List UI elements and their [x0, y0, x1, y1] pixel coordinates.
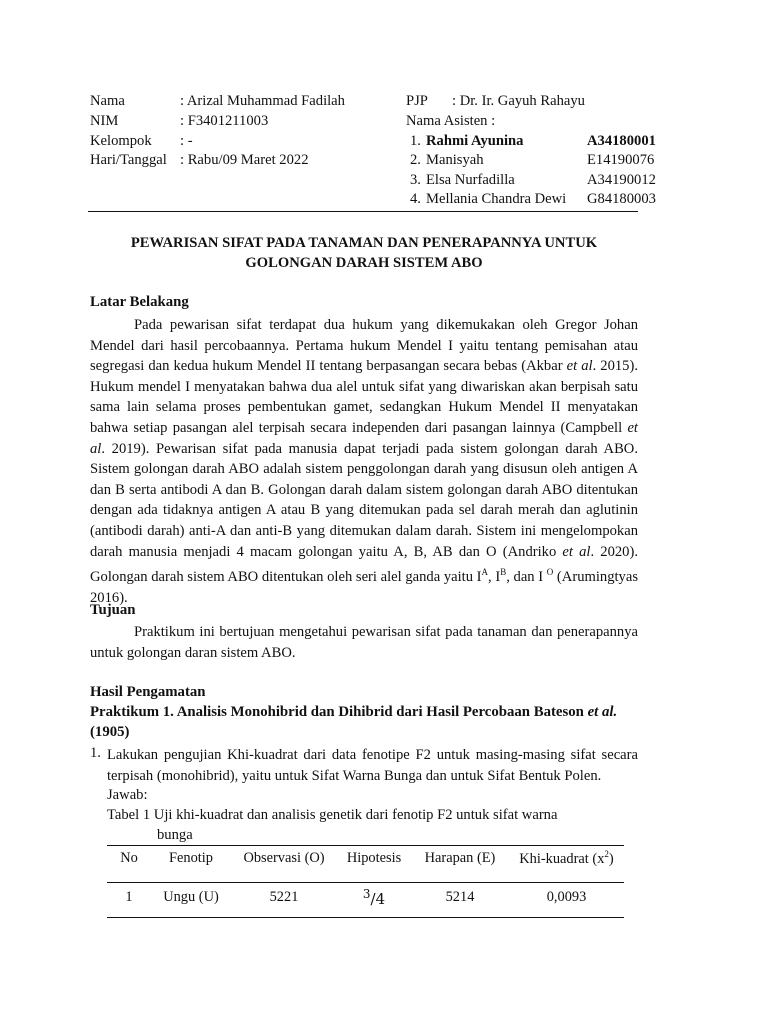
asisten-name: Elsa Nurfadilla	[426, 172, 515, 188]
table-row	[107, 882, 624, 917]
subheading-text: Praktikum 1. Analisis Monohibrid dan Dihibrid dari Hasil Percobaan Bateson	[90, 704, 588, 720]
document-title-line2: GOLONGAN DARAH SISTEM ABO	[245, 255, 483, 271]
asisten-id: G84180003	[587, 191, 656, 207]
cell-fenotip: Ungu (U)	[151, 882, 231, 917]
praktikum-year: (1905)	[90, 724, 130, 740]
khi-sup: 2	[604, 849, 609, 859]
col-khi-kuadrat	[509, 846, 624, 883]
col-hipotesis: Hipotesis	[337, 846, 411, 883]
text-run: . 2019). Pewarisan sifat pada manusia dapat terjadi pada sistem golongan darah ABO. Sistem golongan darah ABO adalah sistem penggolongan darah yang disusun oleh antigen A dan B serta antibodi A dan B. Golongan darah dalam sistem golongan darah ABO ditentukan dengan ada tidaknya antigen A atau B yang ditemukan pada sel darah merah dan aglutinin (antibodi darah) anti-A dan anti-B yang ditemukan dalam darah. Sistem ini mengelompokan darah manusia menjadi 4 macam golongan yaitu A, B, AB dan O (Andriko	[90, 440, 638, 560]
pjp-label: PJP	[406, 93, 428, 109]
etal-italic: et al	[562, 543, 591, 560]
fraction-denominator: 4	[375, 889, 386, 908]
kelompok-label: Kelompok	[90, 133, 152, 149]
tanggal-label: Hari/Tanggal	[90, 152, 167, 168]
asisten-id: E14190076	[587, 152, 655, 168]
text-run: , I	[488, 568, 501, 585]
tanggal-value: : Rabu/09 Maret 2022	[180, 152, 309, 168]
text-run: Pada pewarisan sifat terdapat dua hukum yang dikemukakan oleh Gregor Johan Mendel dari hasil percobaannya. Pertama hukum Mendel I yaitu tentang pemisahan atau segregasi dan kedua hukum Mendel II tentang berpasangan secara bebas (Akbar	[90, 317, 638, 375]
asisten-no: 2.	[410, 152, 421, 168]
question-number: 1.	[90, 745, 101, 761]
superscript-o: O	[546, 567, 554, 578]
kelompok-value: : -	[180, 133, 193, 149]
asisten-no: 3.	[410, 172, 421, 188]
col-fenotip: Fenotip	[151, 846, 231, 883]
superscript-b: B	[500, 567, 507, 578]
table-header-row	[107, 846, 624, 883]
asisten-label: Nama Asisten :	[406, 113, 496, 129]
asisten-no: 4.	[410, 191, 421, 207]
nama-value: : Arizal Muhammad Fadilah	[180, 93, 345, 109]
table-caption-line2: bunga	[157, 827, 193, 843]
superscript-a: A	[481, 567, 489, 578]
cell-no: 1	[107, 882, 151, 917]
tujuan-text: Praktikum ini bertujuan mengetahui pewarisan sifat pada tanaman dan penerapannya untuk golongan daran sistem ABO.	[90, 624, 638, 661]
jawab-label: Jawab:	[107, 787, 148, 803]
cell-khi-kuadrat: 0,0093	[509, 882, 624, 917]
text-run: , dan I	[506, 568, 547, 585]
asisten-name: Rahmi Ayunina	[426, 133, 524, 149]
text-run: (Arumingtyas 2016).	[90, 568, 638, 606]
asisten-name: Mellania Chandra Dewi	[426, 191, 567, 207]
question-text: Lakukan pengujian Khi-kuadrat dari data fenotipe F2 untuk masing-masing sifat secara terpisah (monohibrid), yaitu untuk Sifat Warna Bunga dan untuk Sifat Bentuk Polen.	[107, 747, 638, 784]
khi-label-end: )	[608, 850, 614, 867]
tujuan-heading: Tujuan	[90, 602, 136, 618]
etal-italic: et al	[566, 358, 593, 375]
tujuan-paragraph	[90, 622, 638, 663]
col-observasi: Observasi (O)	[231, 846, 337, 883]
nama-label: Nama	[90, 93, 125, 109]
nim-value: : F3401211003	[180, 113, 269, 129]
header-divider	[88, 211, 638, 212]
nim-label: NIM	[90, 113, 119, 129]
cell-observasi: 5221	[231, 882, 337, 917]
asisten-name: Manisyah	[426, 152, 484, 168]
document-title-line1: PEWARISAN SIFAT PADA TANAMAN DAN PENERAPANNYA UNTUK	[130, 235, 598, 251]
etal-italic: et al	[90, 419, 638, 457]
fraction-numerator: 3	[362, 886, 371, 901]
col-harapan: Harapan (E)	[411, 846, 509, 883]
etal-italic: et al.	[587, 704, 618, 720]
col-no: No	[107, 846, 151, 883]
praktikum-subheading	[90, 704, 617, 721]
pjp-value: : Dr. Ir. Gayuh Rahayu	[452, 93, 585, 109]
khi-label: Khi-kuadrat (x	[519, 850, 605, 867]
cell-harapan: 5214	[411, 882, 509, 917]
latar-belakang-paragraph	[90, 315, 638, 608]
asisten-id: A34190012	[587, 172, 656, 188]
chi-square-table	[107, 845, 624, 918]
cell-hipotesis: $^3$/4	[337, 882, 411, 917]
asisten-id: A34180001	[587, 133, 656, 149]
text-run: . 2020). Golongan darah sistem ABO ditentukan oleh seri alel ganda yaitu I	[90, 543, 638, 585]
asisten-no: 1.	[410, 133, 421, 149]
latar-belakang-heading: Latar Belakang	[90, 294, 189, 310]
text-run: . 2015). Hukum mendel I menyatakan bahwa dua alel untuk sifat yang diwariskan akan berpisah satu sama lain selama proses pembentukan gamet, sedangkan Hukum Mendel II menyatakan bahwa setiap pasangan alel terpisah secara independen dari pasangan lainnya (Campbell	[90, 358, 638, 436]
table-caption-line1: Tabel 1 Uji khi-kuadrat dan analisis genetik dari fenotip F2 untuk sifat warna	[107, 807, 558, 823]
hasil-pengamatan-heading: Hasil Pengamatan	[90, 684, 206, 700]
